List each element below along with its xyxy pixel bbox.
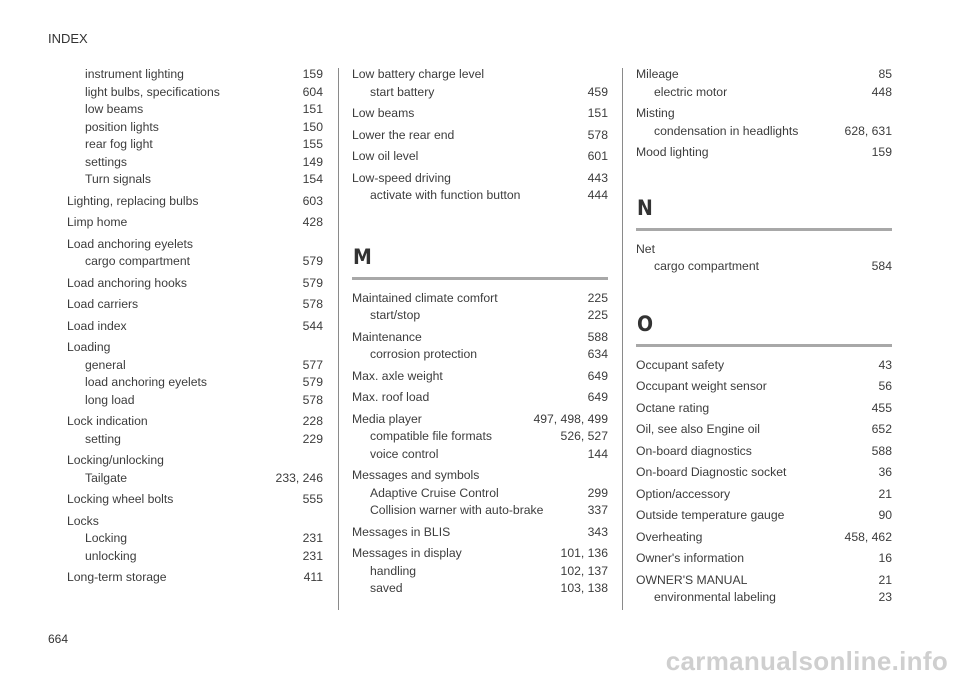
entry-page: 628, 631 [844,123,892,138]
entry-label: Overheating [636,529,703,544]
index-subentry [67,374,323,392]
entry-label: handling [370,563,417,578]
index-column-3 [636,66,892,611]
entry-page: 343 [587,524,608,539]
entry-label: Max. axle weight [352,368,443,383]
entry-page: 16 [878,551,892,565]
entry-label: Limp home [67,215,128,229]
index-entry [636,241,892,259]
index-entry [67,491,323,509]
index-entry [67,214,323,232]
entry-label: Low beams [352,106,415,120]
index-subentry [67,253,323,271]
entry-page: 443 [587,170,608,185]
index-entry [352,467,608,485]
entry-page: 155 [302,137,323,151]
entry-label: Lock indication [67,414,148,428]
index-entry [636,421,892,439]
index-subentry [67,119,323,137]
entry-page: 634 [587,347,608,361]
page-header: INDEX [48,31,88,46]
entry-label: Occupant safety [636,357,725,372]
index-subentry [636,589,892,607]
index-subentry [636,258,892,276]
entry-label: Media player [352,411,422,426]
entry-label: Max. roof load [352,390,430,404]
entry-label: general [85,357,126,372]
entry-label: position lights [85,119,159,134]
entry-label: Maintenance [352,329,422,344]
index-subentry [352,502,608,520]
index-subentry [67,431,323,449]
index-entry [352,105,608,123]
entry-page: 225 [587,290,608,305]
entry-page: 231 [302,531,323,545]
entry-page: 229 [302,431,323,446]
entry-label: condensation in headlights [654,123,799,138]
entry-page: 579 [302,275,323,290]
entry-label: Low battery charge level [352,67,485,81]
index-entry [636,378,892,396]
entry-label: Locking/unlocking [67,453,164,467]
entry-label: Owner's information [636,551,744,565]
section-rule [636,344,892,347]
index-subentry [67,530,323,548]
entry-label: Oil, see also Engine oil [636,422,760,436]
entry-page: 526, 527 [560,429,608,443]
entry-page: 579 [302,254,323,268]
index-entry [67,193,323,211]
index-subentry [352,307,608,325]
entry-label: Long-term storage [67,570,167,584]
entry-label: Occupant weight sensor [636,379,767,393]
entry-label: Locking [85,531,128,545]
index-entry [352,127,608,145]
entry-label: voice control [370,446,439,461]
entry-page: 102, 137 [560,563,608,578]
entry-list [352,290,608,598]
entry-page: 411 [303,570,323,584]
entry-label: electric motor [654,84,728,99]
index-subentry [67,101,323,119]
entry-label: Octane rating [636,400,710,415]
index-entry [636,529,892,547]
index-entry [352,368,608,386]
entry-page: 159 [871,145,892,159]
entry-list [636,66,892,162]
entry-page: 588 [587,329,608,344]
entry-page: 459 [587,84,608,99]
entry-page: 101, 136 [560,546,608,560]
entry-list [352,66,608,205]
entry-page: 588 [871,443,892,458]
entry-page: 103, 138 [560,581,608,595]
entry-label: Net [636,241,655,256]
section-letter: N [637,195,653,220]
column-divider [622,68,623,610]
entry-list [67,66,323,587]
section-letter: M [353,244,372,269]
section-letter: O [637,311,654,336]
entry-label: activate with function button [370,188,521,202]
entry-label: Tailgate [85,470,128,485]
entry-page: 56 [878,379,892,393]
entry-page: 584 [871,259,892,273]
index-subentry [67,84,323,102]
section-header-m [352,245,608,280]
entry-page: 150 [302,119,323,134]
index-subentry [636,123,892,141]
index-subentry [352,187,608,205]
index-subentry [67,392,323,410]
section-header-o [636,312,892,347]
entry-list [636,357,892,607]
section-rule [636,228,892,231]
entry-label: OWNER'S MANUAL [636,572,748,587]
entry-label: Option/accessory [636,486,731,501]
entry-label: rear fog light [85,137,153,151]
index-subentry [352,563,608,581]
index-entry [352,545,608,563]
index-subentry [67,66,323,84]
entry-page: 652 [871,422,892,436]
index-entry [636,486,892,504]
index-entry [352,389,608,407]
entry-label: Low oil level [352,149,419,163]
index-entry [67,413,323,431]
entry-label: settings [85,154,128,169]
entry-label: Load anchoring eyelets [67,236,194,251]
entry-label: Locking wheel bolts [67,492,174,506]
entry-page: 497, 498, 499 [533,411,608,426]
index-entry [67,275,323,293]
entry-label: start battery [370,84,435,99]
entry-page: 85 [878,67,892,81]
index-subentry [352,580,608,598]
index-entry [636,443,892,461]
entry-label: load anchoring eyelets [85,375,207,389]
entry-label: Misting [636,106,675,120]
index-entry [67,339,323,357]
entry-label: long load [85,392,135,407]
entry-label: Messages in BLIS [352,524,451,539]
index-column-1 [67,66,323,591]
index-subentry [67,171,323,189]
entry-page: 603 [302,193,323,208]
entry-page: 649 [587,368,608,383]
entry-label: Adaptive Cruise Control [370,485,499,500]
index-entry [636,400,892,418]
entry-page: 233, 246 [275,470,323,485]
entry-page: 36 [878,465,892,479]
entry-page: 90 [878,508,892,522]
index-subentry [352,428,608,446]
index-entry [352,290,608,308]
index-entry [352,170,608,188]
entry-label: Messages and symbols [352,468,480,482]
entry-label: start/stop [370,308,421,322]
entry-page: 225 [587,308,608,322]
entry-label: Low-speed driving [352,170,451,185]
entry-label: saved [370,581,403,595]
entry-label: Messages in display [352,546,462,560]
entry-label: Collision warner with auto-brake [370,503,544,517]
entry-label: Mileage [636,67,679,81]
entry-label: light bulbs, specifications [85,84,220,99]
entry-label: On-board diagnostics [636,443,752,458]
index-subentry [636,84,892,102]
entry-label: cargo compartment [654,259,759,273]
entry-page: 544 [302,318,323,333]
entry-label: compatible file formats [370,429,492,443]
index-entry [67,452,323,470]
entry-page: 149 [302,154,323,169]
entry-label: Lower the rear end [352,127,455,142]
index-subentry [352,84,608,102]
entry-page: 428 [302,215,323,229]
index-entry [636,507,892,525]
entry-page: 23 [878,590,892,604]
entry-label: cargo compartment [85,254,190,268]
index-entry [636,357,892,375]
entry-page: 577 [302,357,323,372]
entry-page: 455 [871,400,892,415]
page-number: 664 [48,632,69,646]
index-entry [67,513,323,531]
entry-page: 444 [587,188,608,202]
entry-label: low beams [85,102,144,116]
entry-page: 604 [302,84,323,99]
entry-page: 458, 462 [844,529,892,544]
entry-label: Load carriers [67,297,139,311]
entry-label: Lighting, replacing bulbs [67,193,199,208]
index-entry [352,411,608,429]
index-entry [636,550,892,568]
entry-page: 231 [302,548,323,563]
index-entry [636,464,892,482]
entry-page: 578 [302,392,323,407]
entry-label: Load index [67,318,127,333]
entry-page: 578 [302,297,323,311]
section-rule [352,277,608,280]
index-entry [67,296,323,314]
index-entry [636,572,892,590]
entry-label: Mood lighting [636,145,709,159]
entry-page: 601 [587,149,608,163]
index-entry [352,148,608,166]
entry-label: setting [85,431,121,446]
entry-page: 578 [587,127,608,142]
entry-label: unlocking [85,548,137,563]
index-entry [352,524,608,542]
entry-page: 151 [587,106,608,120]
entry-label: Locks [67,513,99,528]
entry-page: 555 [302,492,323,506]
entry-page: 151 [302,102,323,116]
section-header-n [636,196,892,231]
column-divider [338,68,339,610]
entry-page: 159 [302,67,323,81]
entry-label: Maintained climate comfort [352,290,498,305]
index-subentry [352,346,608,364]
index-subentry [67,136,323,154]
entry-label: Turn signals [85,172,151,186]
index-entry [67,236,323,254]
index-subentry [67,357,323,375]
entry-label: Loading [67,340,111,354]
index-entry [67,569,323,587]
watermark: carmanualsonline.info [665,646,948,676]
index-subentry [67,548,323,566]
index-entry [352,66,608,84]
entry-page: 144 [587,446,608,461]
index-subentry [67,470,323,488]
entry-label: corrosion protection [370,347,478,361]
entry-page: 21 [878,572,892,587]
entry-page: 649 [587,390,608,404]
entry-page: 43 [878,357,892,372]
entry-page: 21 [878,486,892,501]
index-entry [636,144,892,162]
entry-label: Outside temperature gauge [636,508,785,522]
entry-label: On-board Diagnostic socket [636,465,787,479]
entry-page: 579 [302,375,323,389]
index-entry [636,105,892,123]
entry-page: 337 [587,503,608,517]
entry-list [636,241,892,276]
index-entry [67,318,323,336]
index-entry [352,329,608,347]
index-subentry [67,154,323,172]
entry-label: environmental labeling [654,590,776,604]
index-subentry [352,485,608,503]
index-column-2 [352,66,608,602]
entry-page: 154 [302,172,323,186]
entry-label: Load anchoring hooks [67,275,187,290]
entry-page: 448 [871,84,892,99]
entry-page: 228 [302,414,323,428]
entry-label: instrument lighting [85,67,184,81]
entry-page: 299 [587,485,608,500]
index-entry [636,66,892,84]
index-subentry [352,446,608,464]
